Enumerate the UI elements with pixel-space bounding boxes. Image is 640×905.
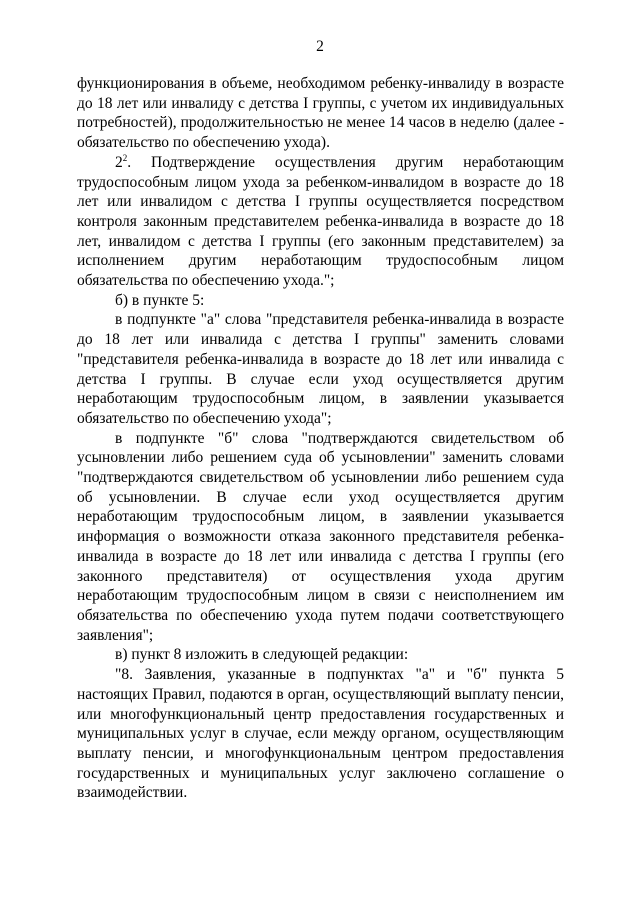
page-number: 2 (316, 38, 324, 55)
paragraph-subitem-v: в) пункт 8 изложить в следующей редакции: (115, 646, 409, 664)
paragraph-subitem-b: б) в пункте 5: (115, 291, 205, 309)
document-body (77, 74, 564, 803)
paragraph-subpoint-a: в подпункте "а" слова "представителя ребенка-инвалида в возрасте до 18 лет или инвалида с детства I группы" заменить словами "представителя ребенка-инвалида в возрасте до 18 лет или инвалида с детства I группы. В случае если уход осуществляется другим неработающим трудоспособным лицом, в заявлении указывается обязательство по обеспечению ухода"; (77, 311, 564, 427)
paragraph-item-8: "8. Заявления, указанные в подпунктах "а" и "б" пункта 5 настоящих Правил, подаются в орган, осуществляющий выплату пенсии, или многофункциональный центр предоставления государственных и муниципальных услуг в случае, если между органом, осуществляющим выплату пенсии, и многофункциональным центром предоставления государственных и муниципальных услуг заключено соглашение о взаимодействии. (77, 666, 564, 802)
paragraph-continuation: функционирования в объеме, необходимом ребенку-инвалиду в возрасте до 18 лет или инвалиду с детства I группы, с учетом их индивидуальных потребностей), продолжительностью не менее 14 часов в неделю (далее - обязательство по обеспечению ухода). (77, 75, 564, 152)
item-text: . Подтверждение осуществления другим неработающим трудоспособным лицом ухода за ребенком-инвалидом в возрасте до 18 лет или инвалидом с детства I группы осуществляется посредством контроля законным представителем ребенка-инвалида в возрасте до 18 лет, инвалидом с детства I группы (его законным представителем) за исполнением другим неработающим трудоспособным лицом обязательства по обеспечению ухода."; (77, 153, 564, 290)
paragraph-subpoint-b: в подпункте "б" слова "подтверждаются свидетельством об усыновлении либо решением суда об усыновлении" заменить словами "подтверждаются свидетельством об усыновлении либо решением суда об усыновлении. В случае если уход осуществляется другим неработающим трудоспособным лицом, в заявлении указывается информация о возможности отказа законного представителя ребенка-инвалида в возрасте до 18 лет или инвалида с детства I группы (его законного представителя) от осуществления ухода другим неработающим трудоспособным лицом в связи с неисполнением им обязательства по обеспечению ухода путем подачи соответствующего заявления"; (77, 429, 564, 644)
paragraph-item-2-2 (77, 153, 564, 291)
item-number: 2 (115, 153, 123, 171)
item-number-superscript: 2 (122, 152, 128, 163)
